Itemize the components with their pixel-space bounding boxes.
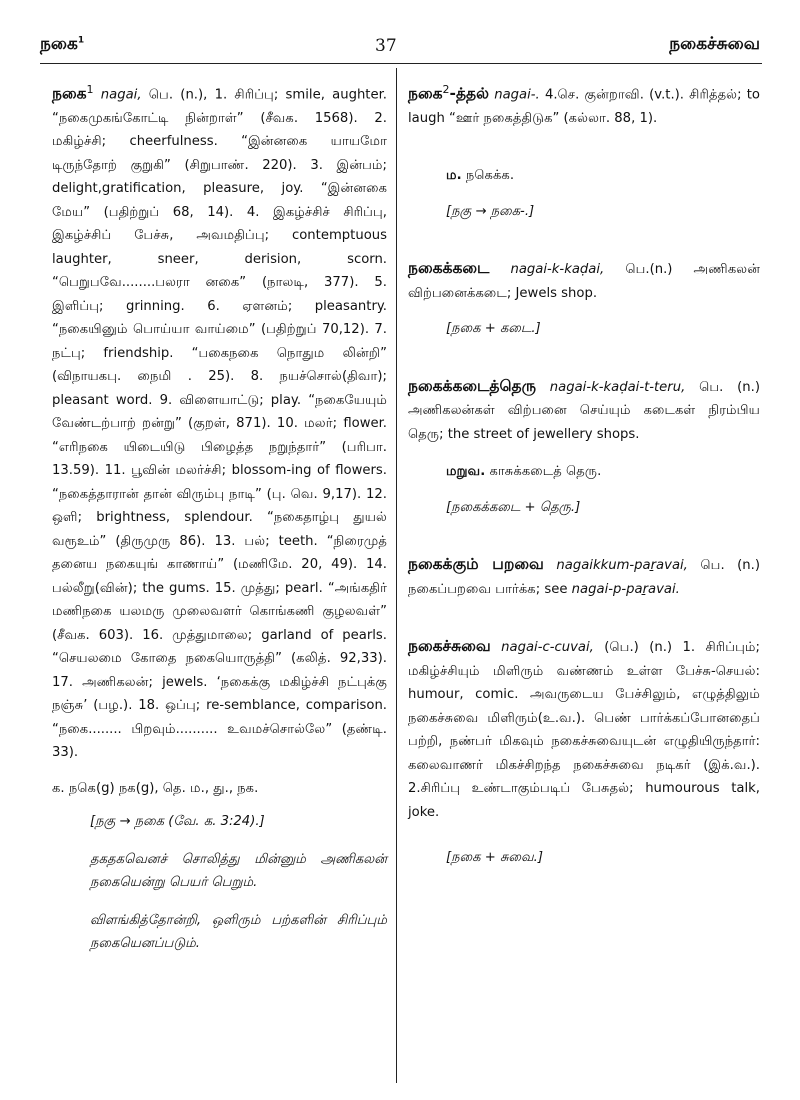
entry-headword: நகைச்சுவை [408, 637, 491, 656]
entry-etymology: [நகை + கடை.] [446, 321, 541, 337]
header-left-word: நகை [40, 34, 78, 54]
entry-definition: 4.செ. குன்றாவி. (v.t.). சிரித்தல்; to laugh “ஊர் நகைத்திடுக” (கல்லா. 88, 1). [408, 87, 760, 126]
page-number: 37 [375, 36, 397, 56]
cognate-label: ம. [446, 168, 462, 184]
entry-cognates: க. நகெ(g) நக(g), தெ. ம., து., நக. [52, 780, 259, 796]
entry-transliteration: nagai-k-kaḍai, [510, 262, 605, 278]
entry-nagai-2-thal [408, 78, 760, 130]
spacer [408, 519, 760, 553]
entry-definition: பெ. (n.) நகைப்பறவை பார்க்க; see [408, 558, 760, 597]
entry-transliteration: nagaikkum-paṟavai, [556, 558, 688, 574]
entry-note-1: தகதகவெனச் சொலித்து மின்னும் அணிகலன் நகையென்று பெயர் பெறும். [90, 851, 387, 891]
spacer [408, 601, 760, 635]
entry-nagai-c-cuvai [408, 635, 760, 824]
entry-nagai-k-kadai [408, 257, 760, 305]
entry-definition: (பெ.) (n.) 1. சிரிப்பும்; மகிழ்ச்சியும் மிளிரும் வண்ணம் உள்ள பேச்சு-செயல்: humour, comic. அவருடைய பேச்சிலும், எழுத்திலும் நகைச்சுவை மிளிரும்(உ.வ.). பெண் பார்க்கப்போனதைப் பற்றி, நண்பர் மிகவும் நகைச்சுவையுடன் எழுதியிருந்தார்: கலைவாணர் மிகச்சிறந்த நகைச்சுவை நடிகர் (இக்.வ.). 2.சிரிப்பு உண்டாகும்படிப் பேசுதல்; humourous talk, joke. [408, 640, 760, 820]
entry-headword-suffix: -த்தல் [449, 84, 490, 103]
entry-transliteration: nagai-. [494, 87, 540, 103]
entry-headword: நகை [408, 84, 443, 103]
entry-headword: நகைக்கடை [408, 259, 490, 278]
spacer [408, 223, 760, 257]
entry-note-2: விளங்கித்தோன்றி, ஒளிரும் பற்களின் சிரிப்பும் நகையெனப்படும். [90, 912, 387, 952]
entry-headword-sup: 2 [442, 83, 450, 96]
right-column [408, 78, 760, 870]
entry-etymology: [நகு → நகை-.] [446, 203, 535, 219]
entry-etymology: [நகு → நகை (வே. க. 3:24).] [90, 814, 265, 830]
entry-transliteration: nagai-k-kaḍai-t-teru, [549, 379, 686, 395]
column-divider [396, 68, 397, 1083]
entry-see-reference: nagai-p-paṟavai. [571, 581, 680, 597]
entry-definition: பெ.(n.) அணிகலன் விற்பனைக்கடை; Jewels shop. [408, 262, 760, 301]
cognate-text: நகெக்க. [461, 168, 515, 184]
entry-definition: பெ. (n.) அணிகலன்கள் விற்பனை செய்யும் கடைகள் நிரம்பிய தெரு; the street of jewellery shops. [408, 379, 760, 442]
entry-headword-sup: 1 [86, 83, 94, 96]
header-rule [40, 63, 762, 64]
entry-headword: நகை [52, 84, 87, 103]
entry-transliteration: nagai, [100, 87, 142, 103]
entry-cognate [446, 164, 760, 188]
entry-nagai-k-kadai-t-teru [408, 375, 760, 447]
spacer [408, 341, 760, 375]
header-left-superscript: 1 [77, 35, 85, 46]
entry-headword: நகைக்கும் பறவை [408, 555, 544, 574]
header-left-guideword [40, 34, 84, 56]
entry-nagai-1 [52, 78, 387, 765]
entry-etymology: [நகை + சுவை.] [446, 850, 543, 866]
entry-nagaikkum-paravai [408, 553, 760, 601]
header-right-guideword: நகைச்சுவை [669, 34, 760, 54]
left-column [52, 78, 387, 956]
synonym-text: காசுக்கடைத் தெரு. [485, 464, 602, 480]
entry-definition: பெ. (n.), 1. சிரிப்பு; smile, aughter. “நகைமுகங்கோட்டி நின்றாள்” (சீவக. 1568). 2. மகிழ்ச்சி; cheerfulness. “இன்னகை யாயமோ டிருந்தோற் குறுகி” (சிறுபாண். 220). 3. இன்பம்; delight,gratification, pleasure, joy. “இன்னகை மேய” (பதிற்றுப் 68, 14). 4. இகழ்ச்சிச் சிரிப்பு, இகழ்ச்சிப் பேச்சு, அவமதிப்பு; contemptuous laughter, sneer, derision, scorn. “பெறுபவே........பலரா னகை” (நாலடி, 377). 5. இளிப்பு; grinning. 6. ஏளனம்; pleasantry. “நகையினும் பொய்யா வாய்மை” (பதிற்றுப் 70,12). 7. நட்பு; friendship. “பகைநகை நொதும லின்றி” (விநாயகபு. நைமி . 25). 8. நயச்சொல்(திவா); pleasant word. 9. விளையாட்டு; play. “நகையேயும் வேண்டற்பாற் றன்று” (குறள், 871). 10. மலர்; flower. “எரிநகை யிடையிடு பிழைத்த நறுந்தார்” (பரிபா. 13.59). 11. பூவின் மலர்ச்சி; blossom-ing of flowers. “நகைத்தாரான் தான் விரும்பு நாடி” (பு. வெ. 9,17). 12. ஒளி; brightness, splendour. “நகைதாழ்பு துயல் வரூஉம்” (திருமுரு 86). 13. பல்; teeth. “நிரைமுத் தனைய நகையுங் காணாய்” (மணிமே. 20, 49). 14. பல்லீறு(வின்); the gums. 15. முத்து; pearl. “அங்கதிர் மணிநகை யலமரு முலைவளர் கொங்கணி குழலவள்” (சீவக. 603). 16. முத்துமாலை; garland of pearls. “செயலமை கோதை நகையொருத்தி” (கலித். 92,33). 17. அணிகலன்; jewels. ‘நகைக்கு மகிழ்ச்சி நட்புக்கு நஞ்சு’ (பழ.). 18. ஒப்பு; re-semblance, comparison. “நகை........ பிறவும்.......... உவமச்சொல்லே” (தண்டி. 33). [52, 87, 387, 761]
page-header [0, 0, 800, 60]
entry-etymology: [நகைக்கடை + தெரு.] [446, 499, 581, 515]
entry-transliteration: nagai-c-cuvai, [501, 640, 594, 656]
synonym-label: மறுவ. [446, 464, 486, 480]
entry-headword: நகைக்கடைத்தெரு [408, 376, 536, 395]
entry-synonym [446, 460, 760, 484]
